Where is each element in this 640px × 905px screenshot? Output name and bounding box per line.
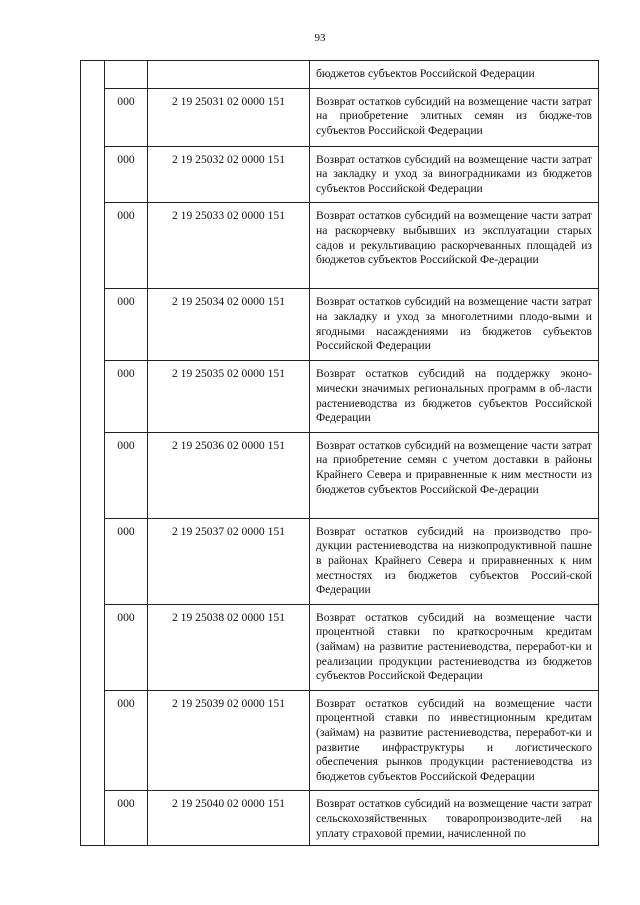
row-index-cell [81,203,105,289]
admin-code-cell: 000 [105,604,148,690]
row-index-cell [81,690,105,791]
admin-code-cell: 000 [105,690,148,791]
income-name-cell: Возврат остатков субсидий на возмещение части затрат на приобретение семян с учетом доставки в районы Крайнего Севера и приравненные к ним местности из бюджетов субъектов Российской Фе-дерации [310,432,599,518]
admin-code-cell: 000 [105,88,148,146]
admin-code-cell [105,61,148,89]
table-row [81,203,599,289]
income-name-cell: Возврат остатков субсидий на возмещение части затрат на закладку и уход за многолетними плодо-выми и ягодными насаждениями из бюджетов субъектов Российской Федерации [310,289,599,361]
budget-code-cell: 2 19 25032 02 0000 151 [148,146,310,203]
income-name-cell: Возврат остатков субсидий на возмещение части затрат на приобретение элитных семян из бюдже-тов субъектов Российской Федерации [310,88,599,146]
row-index-cell [81,146,105,203]
table-row [81,432,599,518]
admin-code-cell: 000 [105,791,148,846]
budget-code-cell [148,61,310,89]
admin-code-cell: 000 [105,146,148,203]
row-index-cell [81,289,105,361]
row-index-cell [81,61,105,89]
budget-code-cell: 2 19 25034 02 0000 151 [148,289,310,361]
table-row [81,289,599,361]
admin-code-cell: 000 [105,432,148,518]
table-row [81,361,599,432]
table-row [81,61,599,89]
income-name-cell: Возврат остатков субсидий на поддержку эконо-мически значимых региональных программ в об-ласти растениеводства из бюджетов субъектов Российской Федерации [310,361,599,432]
row-index-cell [81,791,105,846]
table-row [81,146,599,203]
row-index-cell [81,432,105,518]
budget-code-cell: 2 19 25035 02 0000 151 [148,361,310,432]
table-row [81,791,599,846]
table-row [81,604,599,690]
page-number: 93 [314,32,326,44]
budget-code-cell: 2 19 25033 02 0000 151 [148,203,310,289]
row-index-cell [81,88,105,146]
budget-code-cell: 2 19 25038 02 0000 151 [148,604,310,690]
income-name-cell: Возврат остатков субсидий на возмещение части процентной ставки по краткосрочным кредитам (займам) на развитие растениеводства, переработ-ки и реализации продукции растениеводства из бюджетов субъектов Российской Федерации [310,604,599,690]
admin-code-cell: 000 [105,289,148,361]
income-name-cell: Возврат остатков субсидий на возмещение части затрат на закладку и уход за виноградниками из бюджетов субъектов Российской Федерации [310,146,599,203]
budget-code-cell: 2 19 25031 02 0000 151 [148,88,310,146]
budget-code-cell: 2 19 25039 02 0000 151 [148,690,310,791]
table-row [81,690,599,791]
income-name-cell: Возврат остатков субсидий на возмещение части процентной ставки по инвестиционным кредитам (займам) на развитие растениеводства, переработ-ки и развитие инфраструктуры и логистического обеспечения рынков продукции растениеводства из бюджетов субъектов Российской Федерации [310,690,599,791]
budget-code-cell: 2 19 25040 02 0000 151 [148,791,310,846]
row-index-cell [81,604,105,690]
income-name-cell: Возврат остатков субсидий на возмещение части затрат сельскохозяйственных товаропроизводите-лей на уплату страховой премии, начисленной по [310,791,599,846]
admin-code-cell: 000 [105,361,148,432]
admin-code-cell: 000 [105,518,148,604]
budget-classification-table [80,60,599,846]
income-name-cell: Возврат остатков субсидий на возмещение части затрат на раскорчевку выбывших из эксплуатации старых садов и рекультивацию раскорчеванных площадей из бюджетов субъектов Российской Фе-дерации [310,203,599,289]
income-name-cell: Возврат остатков субсидий на производство про-дукции растениеводства на низкопродуктивной пашне в районах Крайнего Севера и приравненных к ним местностях из бюджетов субъектов Россий-ской Федерации [310,518,599,604]
admin-code-cell: 000 [105,203,148,289]
income-name-cell: бюджетов субъектов Российской Федерации [310,61,599,89]
table-row [81,518,599,604]
budget-code-cell: 2 19 25037 02 0000 151 [148,518,310,604]
row-index-cell [81,361,105,432]
budget-code-cell: 2 19 25036 02 0000 151 [148,432,310,518]
table-row [81,88,599,146]
row-index-cell [81,518,105,604]
